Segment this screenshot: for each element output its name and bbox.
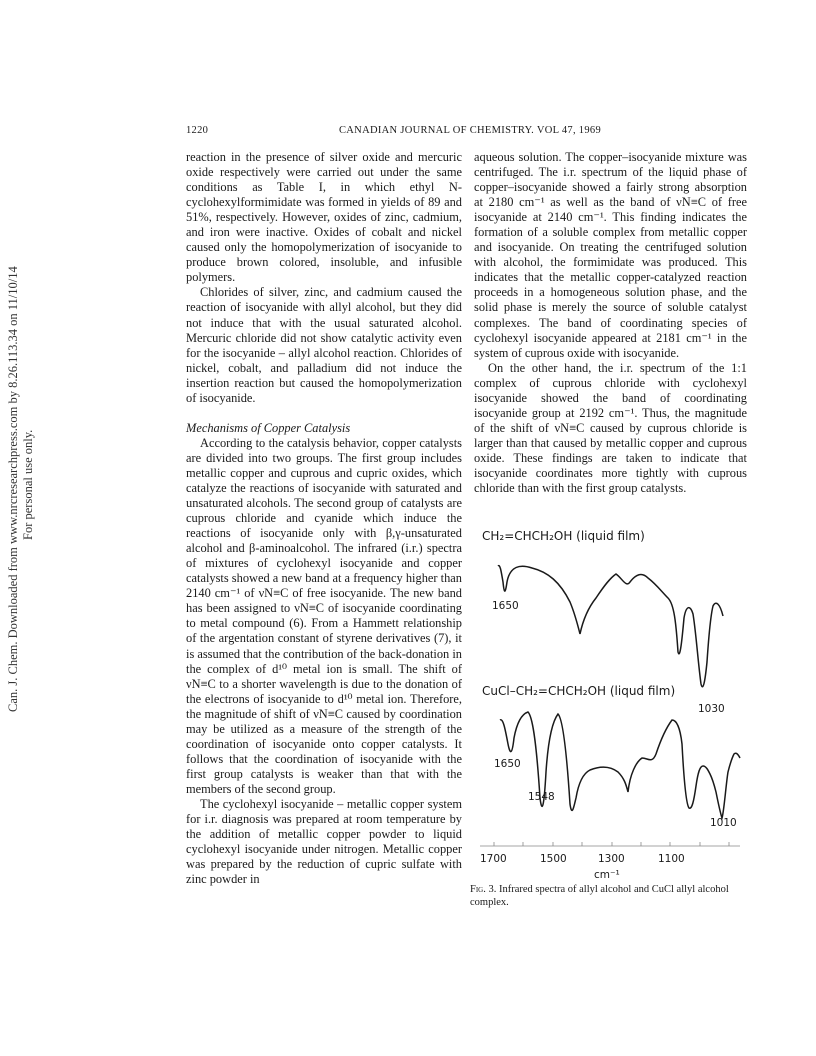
paragraph: The cyclohexyl isocyanide – metallic copper system for i.r. diagnosis was prepared at room temperature by the addition of metallic copper powder to liquid cyclohexyl isocyanide under nitrogen. Metallic copper was prepared by the reduction of cupric sulfate with zinc powder in (186, 796, 462, 887)
axis-tick-label: 1100 (658, 853, 685, 865)
left-column (186, 150, 462, 887)
figure-caption (470, 884, 748, 909)
caption-label: Fig. 3. (470, 884, 497, 895)
page-number: 1220 (186, 125, 209, 136)
peak-label-1030: 1030 (698, 703, 725, 715)
caption-text: Infrared spectra of allyl alcohol and CuCl allyl alcohol complex. (470, 884, 729, 908)
download-notice-line1: Can. J. Chem. Downloaded from www.nrcresearchpress.com by 8.26.113.34 on 11/10/14 (6, 266, 20, 712)
paragraph: aqueous solution. The copper–isocyanide mixture was centrifuged. The i.r. spectrum of the liquid phase of copper–isocyanide showed a fairly strong absorption at 2180 cm⁻¹ as well as the band of νN≡C of free isocyanide at 2140 cm⁻¹. This finding indicates the formation of a soluble complex from metallic copper and isocyanide. On treating the centrifuged solution with alcohol, the formimidate was produced. This indicates that the metallic copper-catalyzed reaction proceeds in a homogeneous solution phase, and the solid phase is merely the source of soluble catalyst complexes. The band of coordinating species of cyclohexyl isocyanide appeared at 2181 cm⁻¹ in the system of cuprous oxide with isocyanide. (474, 150, 747, 360)
paragraph: Chlorides of silver, zinc, and cadmium caused the reaction of isocyanide with allyl alcohol, but they did not induce that with the usual saturated alcohol. Mercuric chloride did not show catalytic activity even for the isocyanide – allyl alcohol reaction. Chlorides of nickel, cobalt, and palladium did not induce the insertion reaction but caused the homopolymerization of isocyanide. (186, 285, 462, 405)
running-head: CANADIAN JOURNAL OF CHEMISTRY. VOL 47, 1969 (339, 125, 602, 136)
download-notice-line2: For personal use only. (21, 429, 35, 540)
figure-3 (470, 522, 750, 912)
spectrum1-trace (498, 566, 723, 687)
spectrum2-label: CuCl–CH₂=CHCH₂OH (liqud film) (482, 684, 676, 698)
axis-unit-label: cm⁻¹ (594, 869, 620, 881)
paragraph: reaction in the presence of silver oxide and mercuric oxide respectively were carried out under the same conditions as Table I, in which ethyl N-cyclohexylformimidate was formed in yields of 89 and 51%, respectively. However, oxides of zinc, cadmium, and iron were inactive. Oxides of cobalt and nickel caused only the homopolymerization of isocyanide to produce brown colored, insoluble, and infusible polymers. (186, 150, 462, 285)
paragraph: On the other hand, the i.r. spectrum of the 1:1 complex of cuprous chloride with cyclohexyl isocyanide showed the band of coordinating isocyanide group at 2192 cm⁻¹. Thus, the magnitude of the shift of νN≡C caused by cuprous chloride is larger than that caused by metallic copper and cuprous oxide. These findings are taken to indicate that isocyanide coordinates more tightly with cuprous chloride than with the first group catalysts. (474, 360, 747, 496)
page-header (186, 125, 738, 141)
axis-tick-label: 1300 (598, 853, 625, 865)
right-column (474, 150, 747, 496)
section-heading: Mechanisms of Copper Catalysis (186, 420, 351, 435)
peak-label-1650: 1650 (494, 758, 521, 770)
spectrum1-label: CH₂=CHCH₂OH (liquid film) (482, 529, 645, 543)
peak-label-1548: 1548 (528, 791, 555, 803)
axis-tick-label: 1500 (540, 853, 567, 865)
peak-label-1010: 1010 (710, 817, 737, 829)
paragraph: According to the catalysis behavior, copper catalysts are divided into two groups. The first group includes metallic copper and cuprous and cupric oxides, which catalyze the reactions of isocyanide with saturated and unsaturated alcohols. The second group of catalysts are cuprous chloride and cyanide which induce the reactions of isocyanide only with β,γ-unsaturated alcohol and β-aminoalcohol. The infrared (i.r.) spectra of mixtures of cyclohexyl isocyanide and copper catalysts showed a new band at a frequency higher than 2140 cm⁻¹ of νN≡C of free isocyanide. The new band has been assigned to νN≡C of isocyanide coordinating to metal compound (6). From a Hammett relationship of the argentation constant of styrene derivatives (7), it is assumed that the contribution of the back-donation in the complex of d¹⁰ metal ion is small. The shift of νN≡C to a shorter wavelength is due to the donation of the electrons of isocyanide to d¹⁰ metal ion. Therefore, the magnitude of shift of νN≡C caused by coordination may be utilized as a measure of the strength of the coordination of isocyanide onto copper catalysts. It follows that the coordination of isocyanide with the first group catalysts is weaker than that with the members of the second group. (186, 435, 462, 796)
peak-label-1650: 1650 (492, 600, 519, 612)
axis-tick-label: 1700 (480, 853, 507, 865)
ir-spectra-plot (470, 522, 750, 882)
download-notice (0, 0, 40, 1056)
